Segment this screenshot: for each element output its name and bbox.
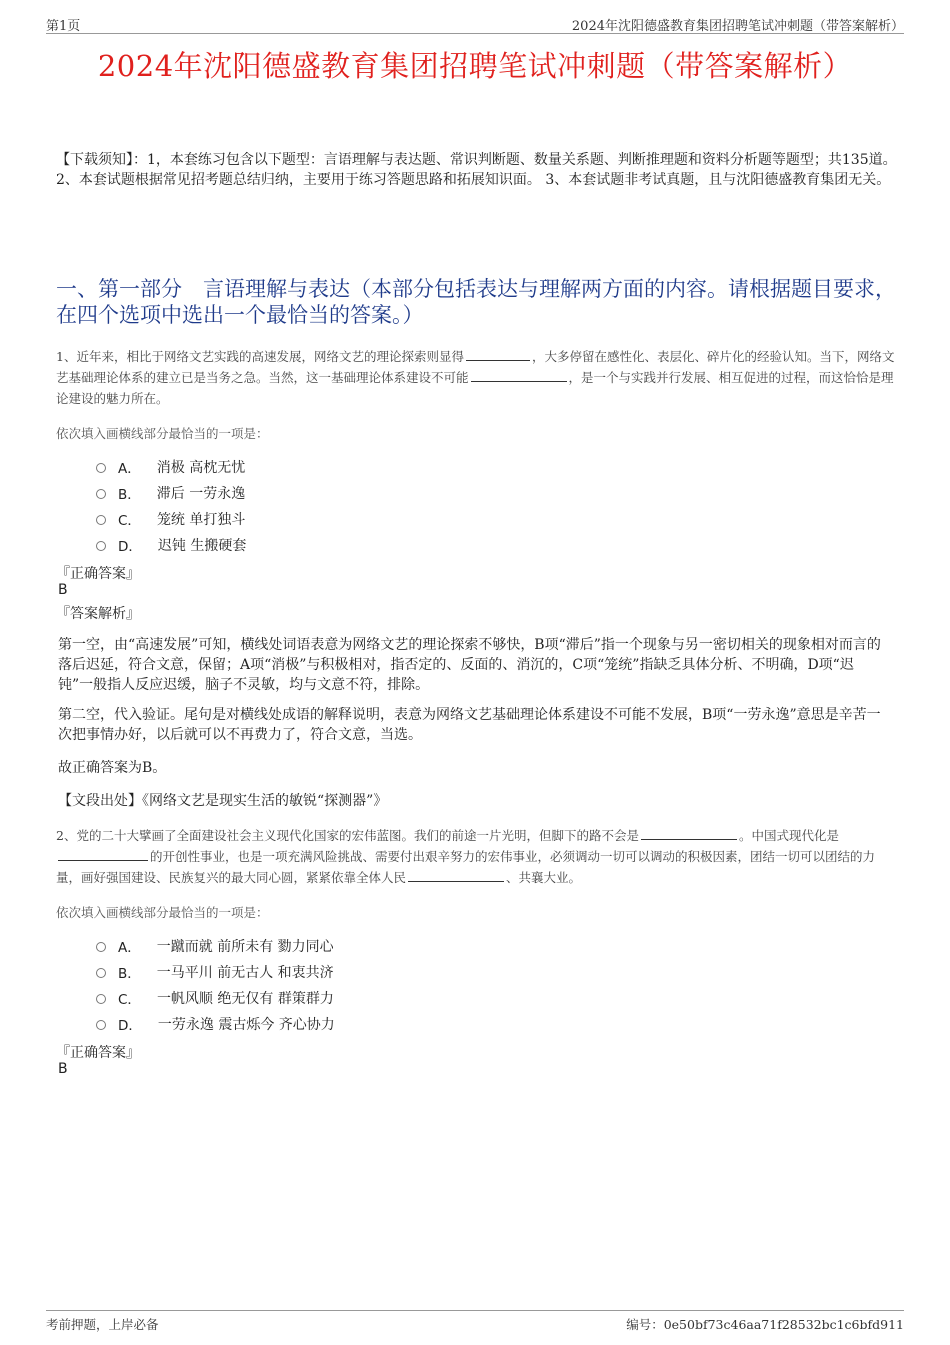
option-letter: C．	[118, 513, 141, 529]
radio-icon[interactable]	[96, 968, 106, 978]
radio-icon[interactable]	[96, 942, 106, 952]
page-number: 第1页	[46, 19, 81, 34]
q1-analysis-label: 『答案解析』	[56, 606, 140, 622]
option-text: 一帆风顺 绝无仅有 群策群力	[156, 991, 334, 1007]
option-letter: A．	[118, 940, 141, 956]
q2-answer-label: 『正确答案』	[56, 1045, 140, 1061]
q1-option-a[interactable]	[96, 457, 245, 477]
blank-line	[408, 867, 504, 882]
q1-text-a: 1、近年来，相比于网络文艺实践的高速发展，网络文艺的理论探索则显得	[56, 349, 464, 364]
footer-document-id: 编号：0e50bf73c46aa71f28532bc1c6bfd911	[626, 1317, 904, 1332]
q1-answer-label: 『正确答案』	[56, 566, 140, 582]
document-title: 2024年沈阳德盛教育集团招聘笔试冲刺题（带答案解析）	[97, 49, 853, 83]
q1-option-b[interactable]	[96, 483, 245, 503]
q2-text-c: 的开创性事业，也是一项充满风险挑战、需要付出艰辛努力的宏伟事业，必须调动一切可以调动的积极因素，团结一切可以团结的力量，画好强国建设、民族复兴的最大同心圆，紧紧依靠全体人民	[56, 849, 876, 885]
q1-answer: B	[58, 582, 68, 598]
header-divider	[46, 33, 904, 34]
blank-line	[641, 825, 737, 840]
q2-text-d: 、共襄大业。	[506, 870, 582, 885]
download-notice: 【下载须知】：1，本套练习包含以下题型：言语理解与表达题、常识判断题、数量关系题、判断推理题和资料分析题等题型；共135道。 2、本套试题根据常见招考题总结归纳，主要用于练习答题思路和拓展知识面。 3、本套试题非考试真题，且与沈阳德盛教育集团无关。	[56, 152, 897, 188]
option-text: 滞后 一劳永逸	[156, 486, 246, 502]
q1-analysis-paragraph: 第一空，由“高速发展”可知，横线处词语表意为网络文艺的理论探索不够快，B项“滞后”指一个现象与另一密切相关的现象相对而言的落后迟延，符合文意，保留；A项“消极”与积极相对，指否定的、反面的、消沉的，C项“笼统”指缺乏具体分析、不明确，D项“迟钝”一般指人反应迟缓，脑子不灵敏，均与文意不符，排除。	[58, 637, 881, 693]
blank-line	[471, 367, 567, 382]
q2-option-d[interactable]	[96, 1014, 335, 1034]
option-text: 一蹴而就 前所未有 勠力同心	[156, 939, 334, 955]
footer-slogan: 考前押题，上岸必备	[46, 1317, 159, 1332]
blank-line	[466, 346, 530, 361]
option-text: 迟钝 生搬硬套	[157, 538, 247, 554]
q2-answer: B	[58, 1061, 68, 1077]
q1-text-c: ，是一个与实践并行发展、相互促进的过程，而这恰恰是理论建设的魅力所在。	[56, 370, 894, 406]
option-letter: B．	[118, 487, 141, 503]
q1-text-b: ，大多停留在感性化、表层化、碎片化的经验认知。当下，网络文艺基础理论体系的建立已是当务之急。当然，这一基础理论体系建设不可能	[56, 349, 895, 385]
radio-icon[interactable]	[96, 489, 106, 499]
q2-option-a[interactable]	[96, 936, 334, 956]
q1-analysis-conclusion: 故正确答案为B。	[58, 760, 167, 776]
radio-icon[interactable]	[96, 515, 106, 525]
q2-text-a: 2、党的二十大擘画了全面建设社会主义现代化国家的宏伟蓝图。我们的前途一片光明，但脚下的路不会是	[56, 828, 639, 843]
question-2-stem	[56, 825, 896, 888]
option-letter: B．	[118, 966, 141, 982]
q2-option-b[interactable]	[96, 962, 334, 982]
q2-option-c[interactable]	[96, 988, 334, 1008]
radio-icon[interactable]	[96, 541, 106, 551]
section-heading: 一、第一部分 言语理解与表达（本部分包括表达与理解两方面的内容。请根据题目要求，在四个选项中选出一个最恰当的答案。）	[56, 277, 896, 327]
option-text: 消极 高枕无忧	[156, 460, 246, 476]
radio-icon[interactable]	[96, 994, 106, 1004]
option-text: 一劳永逸 震古烁今 齐心协力	[157, 1017, 335, 1033]
option-text: 笼统 单打独斗	[156, 512, 246, 528]
question-1-stem	[56, 346, 896, 409]
q2-instruction: 依次填入画横线部分最恰当的一项是：	[56, 905, 269, 920]
radio-icon[interactable]	[96, 1020, 106, 1030]
q1-option-d[interactable]	[96, 535, 246, 555]
footer-divider	[46, 1310, 904, 1311]
option-letter: D．	[118, 539, 142, 555]
option-text: 一马平川 前无古人 和衷共济	[156, 965, 334, 981]
radio-icon[interactable]	[96, 463, 106, 473]
q2-text-b: 。中国式现代化是	[738, 828, 839, 843]
option-letter: C．	[118, 992, 141, 1008]
running-header-title: 2024年沈阳德盛教育集团招聘笔试冲刺题（带答案解析）	[571, 19, 904, 34]
blank-line	[58, 846, 148, 861]
option-letter: D．	[118, 1018, 142, 1034]
q1-instruction: 依次填入画横线部分最恰当的一项是：	[56, 426, 269, 441]
q1-analysis-paragraph: 第二空，代入验证。尾句是对横线处成语的解释说明，表意为网络文艺基础理论体系建设不可能不发展，B项“一劳永逸”意思是辛苦一次把事情办好，以后就可以不再费力了，符合文意，当选。	[58, 707, 881, 743]
option-letter: A．	[118, 461, 141, 477]
q1-option-c[interactable]	[96, 509, 245, 529]
q1-source: 【文段出处】《网络文艺是现实生活的敏锐“探测器”》	[58, 793, 388, 809]
